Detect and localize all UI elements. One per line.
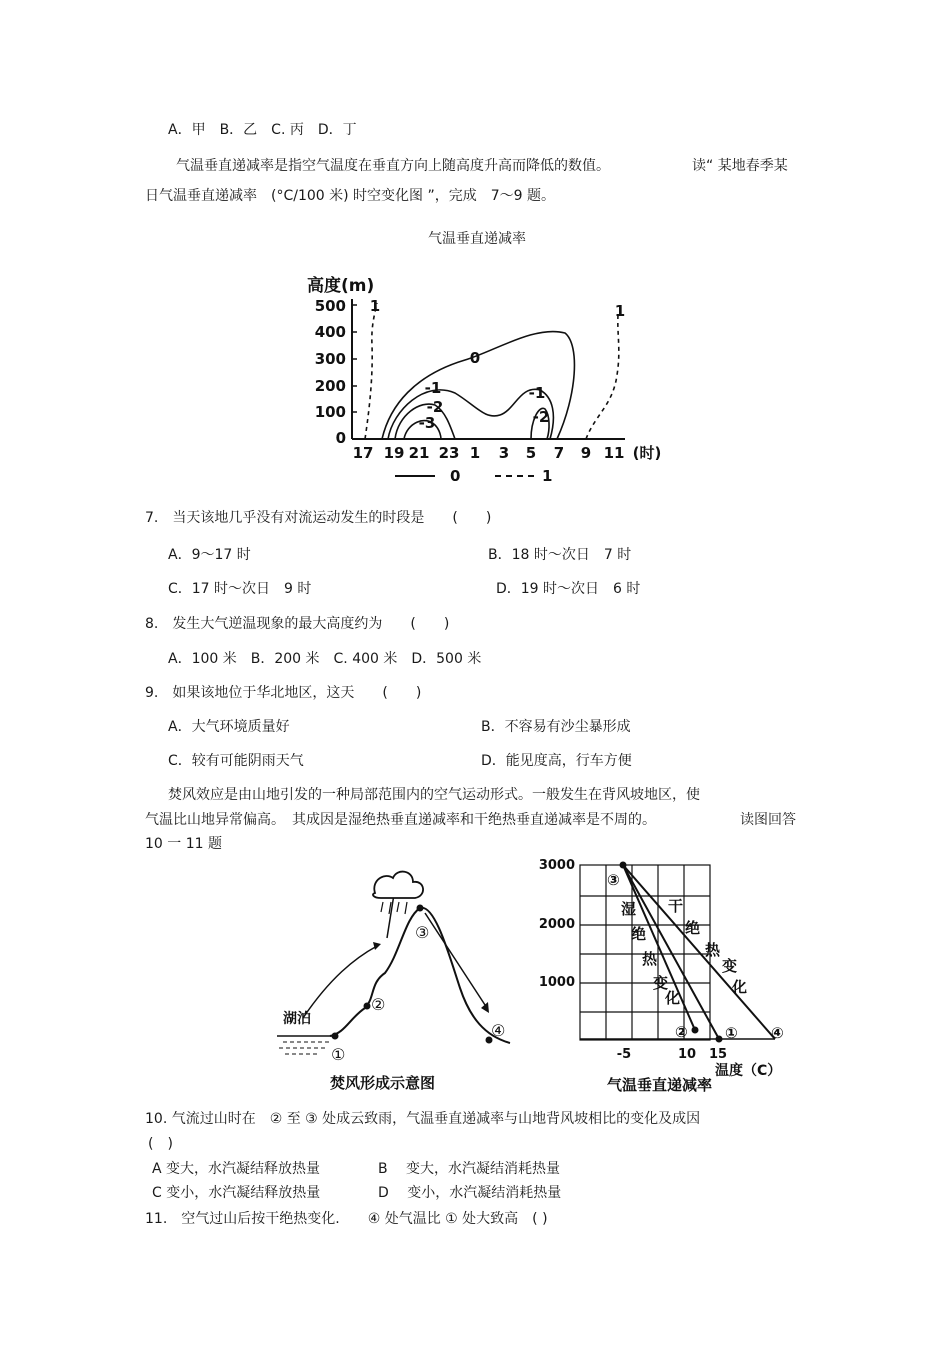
marker-1: ① [331,1045,346,1064]
y-tick: 200 [314,377,346,395]
lapse-xlabel: 温度（C） [715,1063,782,1079]
x-tick: 19 [383,444,405,462]
contour-label: -2 [426,398,444,416]
intro2-line2b: 读图回答 [740,812,796,828]
foehn-caption: 焚风形成示意图 [330,1074,436,1092]
marker-4: ④ [771,1024,784,1042]
marker-3: ③ [607,871,620,889]
q7-stem: 7. 当天该地几乎没有对流运动发生的时段是 ( ) [145,510,492,526]
q10-paren: ( ) [148,1136,173,1152]
x-tick: 17 [352,444,374,462]
q9-option-b: B．不容易有沙尘暴形成 [481,719,631,735]
q10-option-a: A 变大，水汽凝结释放热量 [152,1161,321,1177]
q10-option-c: C 变小，水汽凝结释放热量 [152,1185,321,1201]
intro2-line1: 焚风效应是由山地引发的一种局部范围内的空气运动形式。一般发生在背风坡地区，使 [168,787,700,803]
y-tick: 0 [335,429,346,447]
q9-option-c: C．较有可能阴雨天气 [168,753,304,769]
x-tick: -5 [616,1047,632,1062]
marker-3: ③ [415,923,430,942]
contour-1-left [365,303,377,439]
x-tick: 21 [408,444,430,462]
lake-label: 湖泊 [283,1011,311,1027]
wet-label-char: 热 [642,950,658,968]
x-tick: 23 [438,444,460,462]
q10-option-d: D 变小，水汽凝结消耗热量 [378,1185,562,1201]
contour-label: -2 [532,408,550,426]
q9-stem: 9. 如果该地位于华北地区，这天 ( ) [145,685,422,701]
marker-1: ① [725,1024,738,1042]
marker-2: ② [675,1023,688,1041]
q7-option-a: A．9～17 时 [168,547,251,563]
contour-label: -1 [528,384,546,402]
intro1-line1b: 读“ 某地春季某 [692,158,788,174]
q10-stem: 10. 气流过山时在 ② 至 ③ 处成云致雨，气温垂直递减率与山地背风坡相比的变化及成因 [145,1111,701,1127]
q10-option-b: B 变大，水汽凝结消耗热量 [378,1161,561,1177]
dry-label-char: 热 [705,941,721,959]
q9-option-a: A．大气环境质量好 [168,719,290,735]
intro1-line1a: 气温垂直递减率是指空气温度在垂直方向上随高度升高而降低的数值。 [176,158,610,174]
contour-label: 0 [469,349,481,367]
chart1-ylabel: 高度(m) [307,276,375,296]
x-tick: 9 [580,444,592,462]
lapse-caption: 气温垂直递减率 [607,1076,713,1094]
airflow-arrow-downslope [425,913,487,1008]
wet-label-char: 化 [665,989,681,1007]
q7-option-d: D．19 时～次日 6 时 [496,581,641,597]
wet-label-char: 变 [653,974,669,992]
x-tick: 1 [469,444,481,462]
lapse-rate-grid-figure [535,855,800,1103]
q7-option-c: C．17 时～次日 9 时 [168,581,312,597]
contour-label: -1 [424,379,442,397]
x-tick: 11 [603,444,625,462]
marker-4: ④ [491,1021,506,1040]
x-tick: 5 [525,444,537,462]
wet-label-char: 绝 [631,925,647,943]
y-tick: 1000 [538,975,575,990]
dry-label-char: 绝 [685,919,701,937]
q11-stem: 11. 空气过山后按干绝热变化. ④ 处气温比 ① 处大致高 ( ) [145,1211,548,1227]
contour-label: 1 [369,297,381,315]
y-tick: 400 [314,323,346,341]
y-tick: 100 [314,403,346,421]
q9-option-d: D．能见度高，行车方便 [481,753,632,769]
q6-options: A．甲 B．乙 C. 丙 D．丁 [168,122,357,138]
dry-label-char: 化 [732,978,748,996]
contour-label: -3 [418,414,436,432]
foehn-schematic [275,858,545,1103]
wet-label-char: 湿 [621,900,637,918]
y-tick: 2000 [538,917,575,932]
dry-label-char: 干 [668,897,684,915]
intro1-line2: 日气温垂直递减率 (°C/100 米) 时空变化图 ”，完成 7～9 题。 [145,188,556,204]
cloud-icon [373,872,423,898]
contour-label: 1 [614,302,626,320]
lapse-rate-contour-chart [295,265,695,495]
q7-option-b: B．18 时～次日 7 时 [488,547,632,563]
contour-1-right [586,315,619,439]
q8-options: A．100 米 B．200 米 C. 400 米 D．500 米 [168,651,482,667]
x-tick: 15 [708,1047,728,1062]
x-tick: 3 [498,444,510,462]
chart1-title: 气温垂直递减率 [428,231,526,247]
legend-solid-label: 0 [450,467,461,485]
x-unit: (时) [632,444,662,462]
y-tick: 300 [314,350,346,368]
y-tick: 3000 [538,858,575,873]
legend-dashed-label: 1 [542,467,553,485]
marker-2: ② [371,995,386,1014]
q8-stem: 8. 发生大气逆温现象的最大高度约为 ( ) [145,616,450,632]
x-tick: 7 [553,444,565,462]
intro2-line2a: 气温比山地异常偏高。 其成因是湿绝热垂直递减率和干绝热垂直递减率是不周的。 [145,812,656,828]
y-tick: 500 [314,297,346,315]
dry-label-char: 变 [722,957,738,975]
intro2-line3: 10 一 11 题 [145,836,222,852]
x-tick: 10 [677,1047,697,1062]
